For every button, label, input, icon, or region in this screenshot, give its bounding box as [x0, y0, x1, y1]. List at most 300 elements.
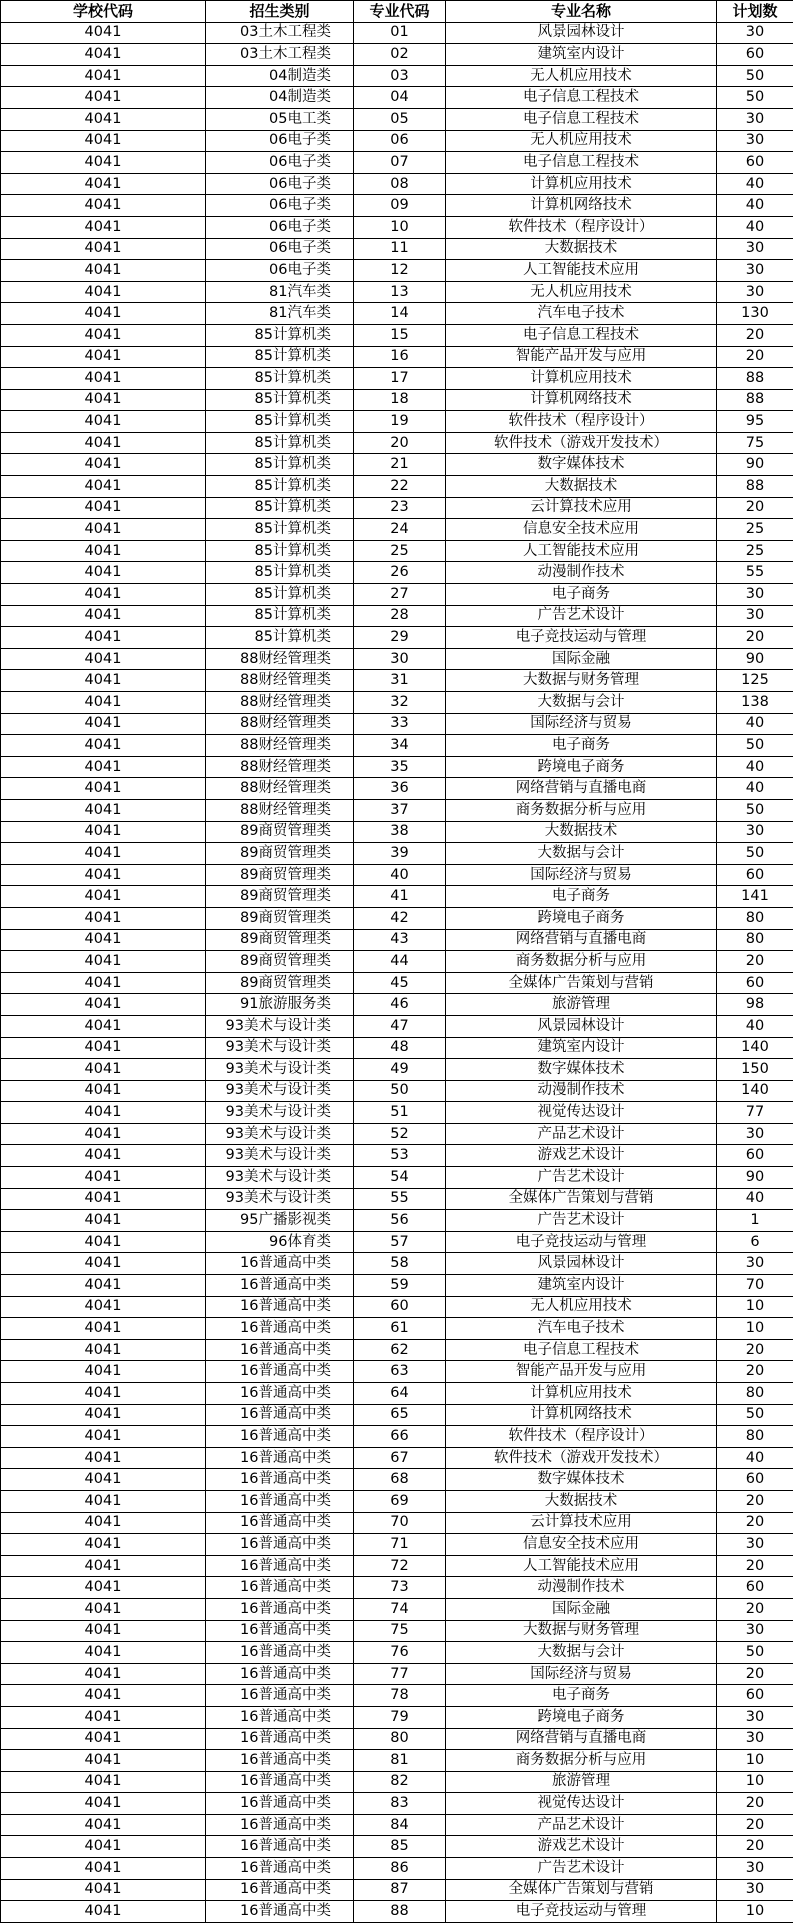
major-name-cell: 软件技术（游戏开发技术）	[446, 1447, 717, 1469]
school-code-cell: 4041	[1, 1879, 206, 1901]
table-row	[1, 1015, 793, 1037]
category-cell: 89商贸管理类	[206, 929, 354, 951]
school-code-cell: 4041	[1, 929, 206, 951]
plan-count-cell: 20	[717, 1814, 793, 1836]
category-cell: 89商贸管理类	[206, 864, 354, 886]
table-row	[1, 1037, 793, 1059]
major-name-cell: 电子信息工程技术	[446, 152, 717, 174]
major-name-cell: 大数据技术	[446, 476, 717, 498]
major-name-cell: 视觉传达设计	[446, 1793, 717, 1815]
table-row	[1, 1771, 793, 1793]
major-code-cell: 64	[354, 1383, 446, 1405]
school-code-cell: 4041	[1, 756, 206, 778]
school-code-cell: 4041	[1, 44, 206, 66]
table-row	[1, 173, 793, 195]
plan-count-cell: 25	[717, 540, 793, 562]
major-code-cell: 06	[354, 130, 446, 152]
major-code-cell: 41	[354, 886, 446, 908]
category-cell: 81汽车类	[206, 281, 354, 303]
school-code-cell: 4041	[1, 778, 206, 800]
major-code-cell: 79	[354, 1706, 446, 1728]
category-cell: 85计算机类	[206, 562, 354, 584]
table-row	[1, 1793, 793, 1815]
category-cell: 16普通高中类	[206, 1512, 354, 1534]
school-code-cell: 4041	[1, 195, 206, 217]
major-code-cell: 34	[354, 735, 446, 757]
plan-count-cell: 10	[717, 1901, 793, 1923]
category-cell: 16普通高中类	[206, 1750, 354, 1772]
table-row	[1, 1167, 793, 1189]
school-code-cell: 4041	[1, 605, 206, 627]
major-code-cell: 20	[354, 432, 446, 454]
major-name-cell: 软件技术（程序设计）	[446, 216, 717, 238]
school-code-cell: 4041	[1, 1253, 206, 1275]
school-code-cell: 4041	[1, 1836, 206, 1858]
category-cell: 16普通高中类	[206, 1793, 354, 1815]
category-cell: 16普通高中类	[206, 1426, 354, 1448]
category-cell: 93美术与设计类	[206, 1145, 354, 1167]
major-name-cell: 网络营销与直播电商	[446, 778, 717, 800]
table-row	[1, 1383, 793, 1405]
major-code-cell: 24	[354, 519, 446, 541]
school-code-cell: 4041	[1, 735, 206, 757]
major-name-cell: 电子商务	[446, 584, 717, 606]
school-code-cell: 4041	[1, 1534, 206, 1556]
school-code-cell: 4041	[1, 1426, 206, 1448]
category-cell: 89商贸管理类	[206, 843, 354, 865]
school-code-cell: 4041	[1, 907, 206, 929]
table-row	[1, 821, 793, 843]
category-cell: 05电工类	[206, 108, 354, 130]
header-school-code: 学校代码	[1, 1, 206, 23]
major-code-cell: 51	[354, 1102, 446, 1124]
table-row	[1, 22, 793, 44]
major-name-cell: 全媒体广告策划与营销	[446, 972, 717, 994]
table-row	[1, 605, 793, 627]
school-code-cell: 4041	[1, 22, 206, 44]
major-name-cell: 风景园林设计	[446, 1253, 717, 1275]
header-major-name: 专业名称	[446, 1, 717, 23]
major-name-cell: 无人机应用技术	[446, 65, 717, 87]
major-name-cell: 电子信息工程技术	[446, 324, 717, 346]
plan-count-cell: 40	[717, 173, 793, 195]
table-row	[1, 799, 793, 821]
major-name-cell: 大数据与会计	[446, 843, 717, 865]
table-row	[1, 1642, 793, 1664]
plan-count-cell: 30	[717, 605, 793, 627]
major-name-cell: 国际金融	[446, 648, 717, 670]
plan-count-cell: 80	[717, 929, 793, 951]
plan-count-cell: 30	[717, 584, 793, 606]
school-code-cell: 4041	[1, 670, 206, 692]
category-cell: 06电子类	[206, 173, 354, 195]
table-row	[1, 1275, 793, 1297]
category-cell: 85计算机类	[206, 540, 354, 562]
table-row	[1, 303, 793, 325]
major-code-cell: 62	[354, 1339, 446, 1361]
plan-count-cell: 130	[717, 303, 793, 325]
major-code-cell: 52	[354, 1123, 446, 1145]
category-cell: 85计算机类	[206, 346, 354, 368]
school-code-cell: 4041	[1, 1490, 206, 1512]
plan-count-cell: 30	[717, 1858, 793, 1880]
major-name-cell: 风景园林设计	[446, 22, 717, 44]
category-cell: 16普通高中类	[206, 1706, 354, 1728]
major-code-cell: 80	[354, 1728, 446, 1750]
category-cell: 03土木工程类	[206, 22, 354, 44]
major-code-cell: 87	[354, 1879, 446, 1901]
school-code-cell: 4041	[1, 1598, 206, 1620]
school-code-cell: 4041	[1, 497, 206, 519]
school-code-cell: 4041	[1, 260, 206, 282]
category-cell: 16普通高中类	[206, 1858, 354, 1880]
category-cell: 16普通高中类	[206, 1771, 354, 1793]
major-code-cell: 73	[354, 1577, 446, 1599]
major-code-cell: 85	[354, 1836, 446, 1858]
major-code-cell: 19	[354, 411, 446, 433]
category-cell: 85计算机类	[206, 627, 354, 649]
table-header	[1, 1, 793, 23]
major-name-cell: 电子竞技运动与管理	[446, 1901, 717, 1923]
school-code-cell: 4041	[1, 238, 206, 260]
table-row	[1, 108, 793, 130]
category-cell: 16普通高中类	[206, 1253, 354, 1275]
major-name-cell: 人工智能技术应用	[446, 260, 717, 282]
category-cell: 06电子类	[206, 238, 354, 260]
major-code-cell: 08	[354, 173, 446, 195]
school-code-cell: 4041	[1, 324, 206, 346]
table-row	[1, 1750, 793, 1772]
major-name-cell: 商务数据分析与应用	[446, 1750, 717, 1772]
table-row	[1, 519, 793, 541]
major-name-cell: 网络营销与直播电商	[446, 929, 717, 951]
table-row	[1, 87, 793, 109]
table-row	[1, 1879, 793, 1901]
major-name-cell: 计算机网络技术	[446, 195, 717, 217]
major-code-cell: 05	[354, 108, 446, 130]
category-cell: 93美术与设计类	[206, 1015, 354, 1037]
school-code-cell: 4041	[1, 1663, 206, 1685]
table-row	[1, 368, 793, 390]
table-row	[1, 886, 793, 908]
category-cell: 06电子类	[206, 216, 354, 238]
category-cell: 16普通高中类	[206, 1663, 354, 1685]
table-row	[1, 1210, 793, 1232]
major-name-cell: 计算机网络技术	[446, 1404, 717, 1426]
plan-count-cell: 125	[717, 670, 793, 692]
major-name-cell: 汽车电子技术	[446, 1318, 717, 1340]
school-code-cell: 4041	[1, 1814, 206, 1836]
major-name-cell: 跨境电子商务	[446, 1706, 717, 1728]
category-cell: 85计算机类	[206, 389, 354, 411]
major-code-cell: 10	[354, 216, 446, 238]
plan-count-cell: 50	[717, 1404, 793, 1426]
major-code-cell: 71	[354, 1534, 446, 1556]
plan-count-cell: 50	[717, 1642, 793, 1664]
plan-count-cell: 20	[717, 1598, 793, 1620]
major-name-cell: 电子商务	[446, 735, 717, 757]
major-code-cell: 50	[354, 1080, 446, 1102]
plan-count-cell: 141	[717, 886, 793, 908]
category-cell: 85计算机类	[206, 476, 354, 498]
major-name-cell: 软件技术（程序设计）	[446, 1426, 717, 1448]
table-row	[1, 152, 793, 174]
major-name-cell: 风景园林设计	[446, 1015, 717, 1037]
major-name-cell: 计算机网络技术	[446, 389, 717, 411]
plan-count-cell: 1	[717, 1210, 793, 1232]
category-cell: 16普通高中类	[206, 1620, 354, 1642]
major-name-cell: 网络营销与直播电商	[446, 1728, 717, 1750]
category-cell: 88财经管理类	[206, 713, 354, 735]
table-row	[1, 1620, 793, 1642]
school-code-cell: 4041	[1, 1318, 206, 1340]
major-name-cell: 人工智能技术应用	[446, 540, 717, 562]
major-name-cell: 游戏艺术设计	[446, 1145, 717, 1167]
category-cell: 89商贸管理类	[206, 907, 354, 929]
school-code-cell: 4041	[1, 1706, 206, 1728]
plan-count-cell: 20	[717, 1339, 793, 1361]
school-code-cell: 4041	[1, 303, 206, 325]
plan-count-cell: 20	[717, 324, 793, 346]
plan-count-cell: 40	[717, 216, 793, 238]
table-row	[1, 65, 793, 87]
table-row	[1, 432, 793, 454]
category-cell: 89商贸管理类	[206, 951, 354, 973]
plan-count-cell: 20	[717, 1490, 793, 1512]
school-code-cell: 4041	[1, 65, 206, 87]
major-name-cell: 商务数据分析与应用	[446, 799, 717, 821]
major-code-cell: 82	[354, 1771, 446, 1793]
category-cell: 93美术与设计类	[206, 1102, 354, 1124]
plan-count-cell: 60	[717, 152, 793, 174]
plan-count-cell: 30	[717, 238, 793, 260]
table-row	[1, 1059, 793, 1081]
table-row	[1, 648, 793, 670]
table-body	[1, 22, 793, 1922]
school-code-cell: 4041	[1, 1210, 206, 1232]
major-name-cell: 无人机应用技术	[446, 1296, 717, 1318]
major-name-cell: 游戏艺术设计	[446, 1836, 717, 1858]
table-row	[1, 1253, 793, 1275]
major-name-cell: 大数据技术	[446, 1490, 717, 1512]
major-code-cell: 68	[354, 1469, 446, 1491]
major-code-cell: 37	[354, 799, 446, 821]
major-code-cell: 04	[354, 87, 446, 109]
major-name-cell: 广告艺术设计	[446, 1858, 717, 1880]
plan-count-cell: 40	[717, 713, 793, 735]
major-name-cell: 跨境电子商务	[446, 756, 717, 778]
major-name-cell: 电子信息工程技术	[446, 108, 717, 130]
plan-count-cell: 40	[717, 1188, 793, 1210]
table-row	[1, 238, 793, 260]
major-name-cell: 无人机应用技术	[446, 130, 717, 152]
major-name-cell: 软件技术（程序设计）	[446, 411, 717, 433]
table-row	[1, 1512, 793, 1534]
major-code-cell: 83	[354, 1793, 446, 1815]
category-cell: 16普通高中类	[206, 1598, 354, 1620]
major-code-cell: 32	[354, 692, 446, 714]
school-code-cell: 4041	[1, 994, 206, 1016]
table-row	[1, 951, 793, 973]
plan-count-cell: 30	[717, 1706, 793, 1728]
table-row	[1, 843, 793, 865]
major-name-cell: 国际经济与贸易	[446, 1663, 717, 1685]
category-cell: 89商贸管理类	[206, 886, 354, 908]
school-code-cell: 4041	[1, 1145, 206, 1167]
plan-count-cell: 30	[717, 1879, 793, 1901]
major-name-cell: 产品艺术设计	[446, 1123, 717, 1145]
school-code-cell: 4041	[1, 951, 206, 973]
major-name-cell: 视觉传达设计	[446, 1102, 717, 1124]
school-code-cell: 4041	[1, 1275, 206, 1297]
major-name-cell: 旅游管理	[446, 994, 717, 1016]
major-code-cell: 46	[354, 994, 446, 1016]
table-row	[1, 907, 793, 929]
major-code-cell: 29	[354, 627, 446, 649]
school-code-cell: 4041	[1, 1728, 206, 1750]
major-name-cell: 大数据与财务管理	[446, 1620, 717, 1642]
plan-count-cell: 30	[717, 1620, 793, 1642]
major-code-cell: 23	[354, 497, 446, 519]
major-name-cell: 云计算技术应用	[446, 1512, 717, 1534]
category-cell: 03土木工程类	[206, 44, 354, 66]
school-code-cell: 4041	[1, 713, 206, 735]
category-cell: 85计算机类	[206, 605, 354, 627]
category-cell: 88财经管理类	[206, 692, 354, 714]
category-cell: 06电子类	[206, 130, 354, 152]
major-code-cell: 17	[354, 368, 446, 390]
plan-count-cell: 98	[717, 994, 793, 1016]
major-code-cell: 35	[354, 756, 446, 778]
school-code-cell: 4041	[1, 1167, 206, 1189]
major-code-cell: 76	[354, 1642, 446, 1664]
major-code-cell: 53	[354, 1145, 446, 1167]
major-code-cell: 22	[354, 476, 446, 498]
plan-count-cell: 95	[717, 411, 793, 433]
school-code-cell: 4041	[1, 368, 206, 390]
major-name-cell: 智能产品开发与应用	[446, 1361, 717, 1383]
plan-count-cell: 40	[717, 195, 793, 217]
school-code-cell: 4041	[1, 1901, 206, 1923]
major-code-cell: 45	[354, 972, 446, 994]
table-row	[1, 1663, 793, 1685]
table-row	[1, 260, 793, 282]
table-row	[1, 1188, 793, 1210]
major-code-cell: 26	[354, 562, 446, 584]
school-code-cell: 4041	[1, 130, 206, 152]
school-code-cell: 4041	[1, 1361, 206, 1383]
school-code-cell: 4041	[1, 1037, 206, 1059]
plan-count-cell: 10	[717, 1750, 793, 1772]
table-row	[1, 389, 793, 411]
major-code-cell: 59	[354, 1275, 446, 1297]
school-code-cell: 4041	[1, 1059, 206, 1081]
major-name-cell: 跨境电子商务	[446, 907, 717, 929]
table-row	[1, 1836, 793, 1858]
plan-count-cell: 20	[717, 1663, 793, 1685]
school-code-cell: 4041	[1, 627, 206, 649]
major-name-cell: 电子竞技运动与管理	[446, 627, 717, 649]
major-code-cell: 02	[354, 44, 446, 66]
category-cell: 93美术与设计类	[206, 1059, 354, 1081]
plan-count-cell: 50	[717, 87, 793, 109]
school-code-cell: 4041	[1, 584, 206, 606]
plan-count-cell: 25	[717, 519, 793, 541]
plan-count-cell: 50	[717, 735, 793, 757]
major-name-cell: 电子信息工程技术	[446, 87, 717, 109]
major-code-cell: 07	[354, 152, 446, 174]
category-cell: 16普通高中类	[206, 1901, 354, 1923]
plan-count-cell: 40	[717, 1447, 793, 1469]
school-code-cell: 4041	[1, 1231, 206, 1253]
major-name-cell: 数字媒体技术	[446, 1059, 717, 1081]
school-code-cell: 4041	[1, 1512, 206, 1534]
major-name-cell: 旅游管理	[446, 1771, 717, 1793]
school-code-cell: 4041	[1, 216, 206, 238]
major-name-cell: 云计算技术应用	[446, 497, 717, 519]
table-row	[1, 778, 793, 800]
major-name-cell: 汽车电子技术	[446, 303, 717, 325]
major-name-cell: 国际经济与贸易	[446, 864, 717, 886]
major-name-cell: 电子信息工程技术	[446, 1339, 717, 1361]
major-code-cell: 16	[354, 346, 446, 368]
header-category: 招生类别	[206, 1, 354, 23]
major-code-cell: 43	[354, 929, 446, 951]
school-code-cell: 4041	[1, 1469, 206, 1491]
major-name-cell: 广告艺术设计	[446, 605, 717, 627]
table-row	[1, 972, 793, 994]
category-cell: 81汽车类	[206, 303, 354, 325]
plan-count-cell: 80	[717, 907, 793, 929]
school-code-cell: 4041	[1, 1620, 206, 1642]
plan-count-cell: 140	[717, 1037, 793, 1059]
category-cell: 06电子类	[206, 260, 354, 282]
category-cell: 04制造类	[206, 87, 354, 109]
major-name-cell: 建筑室内设计	[446, 44, 717, 66]
school-code-cell: 4041	[1, 821, 206, 843]
table-row	[1, 994, 793, 1016]
major-code-cell: 03	[354, 65, 446, 87]
category-cell: 88财经管理类	[206, 735, 354, 757]
school-code-cell: 4041	[1, 692, 206, 714]
major-name-cell: 动漫制作技术	[446, 562, 717, 584]
major-code-cell: 09	[354, 195, 446, 217]
major-code-cell: 84	[354, 1814, 446, 1836]
table-row	[1, 195, 793, 217]
major-code-cell: 86	[354, 1858, 446, 1880]
major-code-cell: 25	[354, 540, 446, 562]
plan-count-cell: 60	[717, 972, 793, 994]
plan-count-cell: 50	[717, 799, 793, 821]
major-code-cell: 30	[354, 648, 446, 670]
plan-count-cell: 30	[717, 1123, 793, 1145]
plan-count-cell: 30	[717, 281, 793, 303]
major-code-cell: 40	[354, 864, 446, 886]
major-code-cell: 49	[354, 1059, 446, 1081]
major-code-cell: 44	[354, 951, 446, 973]
school-code-cell: 4041	[1, 1404, 206, 1426]
plan-count-cell: 60	[717, 1145, 793, 1167]
major-name-cell: 动漫制作技术	[446, 1080, 717, 1102]
major-name-cell: 大数据与财务管理	[446, 670, 717, 692]
major-code-cell: 15	[354, 324, 446, 346]
table-row	[1, 324, 793, 346]
major-code-cell: 58	[354, 1253, 446, 1275]
table-row	[1, 929, 793, 951]
table-row	[1, 130, 793, 152]
school-code-cell: 4041	[1, 1296, 206, 1318]
major-name-cell: 人工智能技术应用	[446, 1555, 717, 1577]
